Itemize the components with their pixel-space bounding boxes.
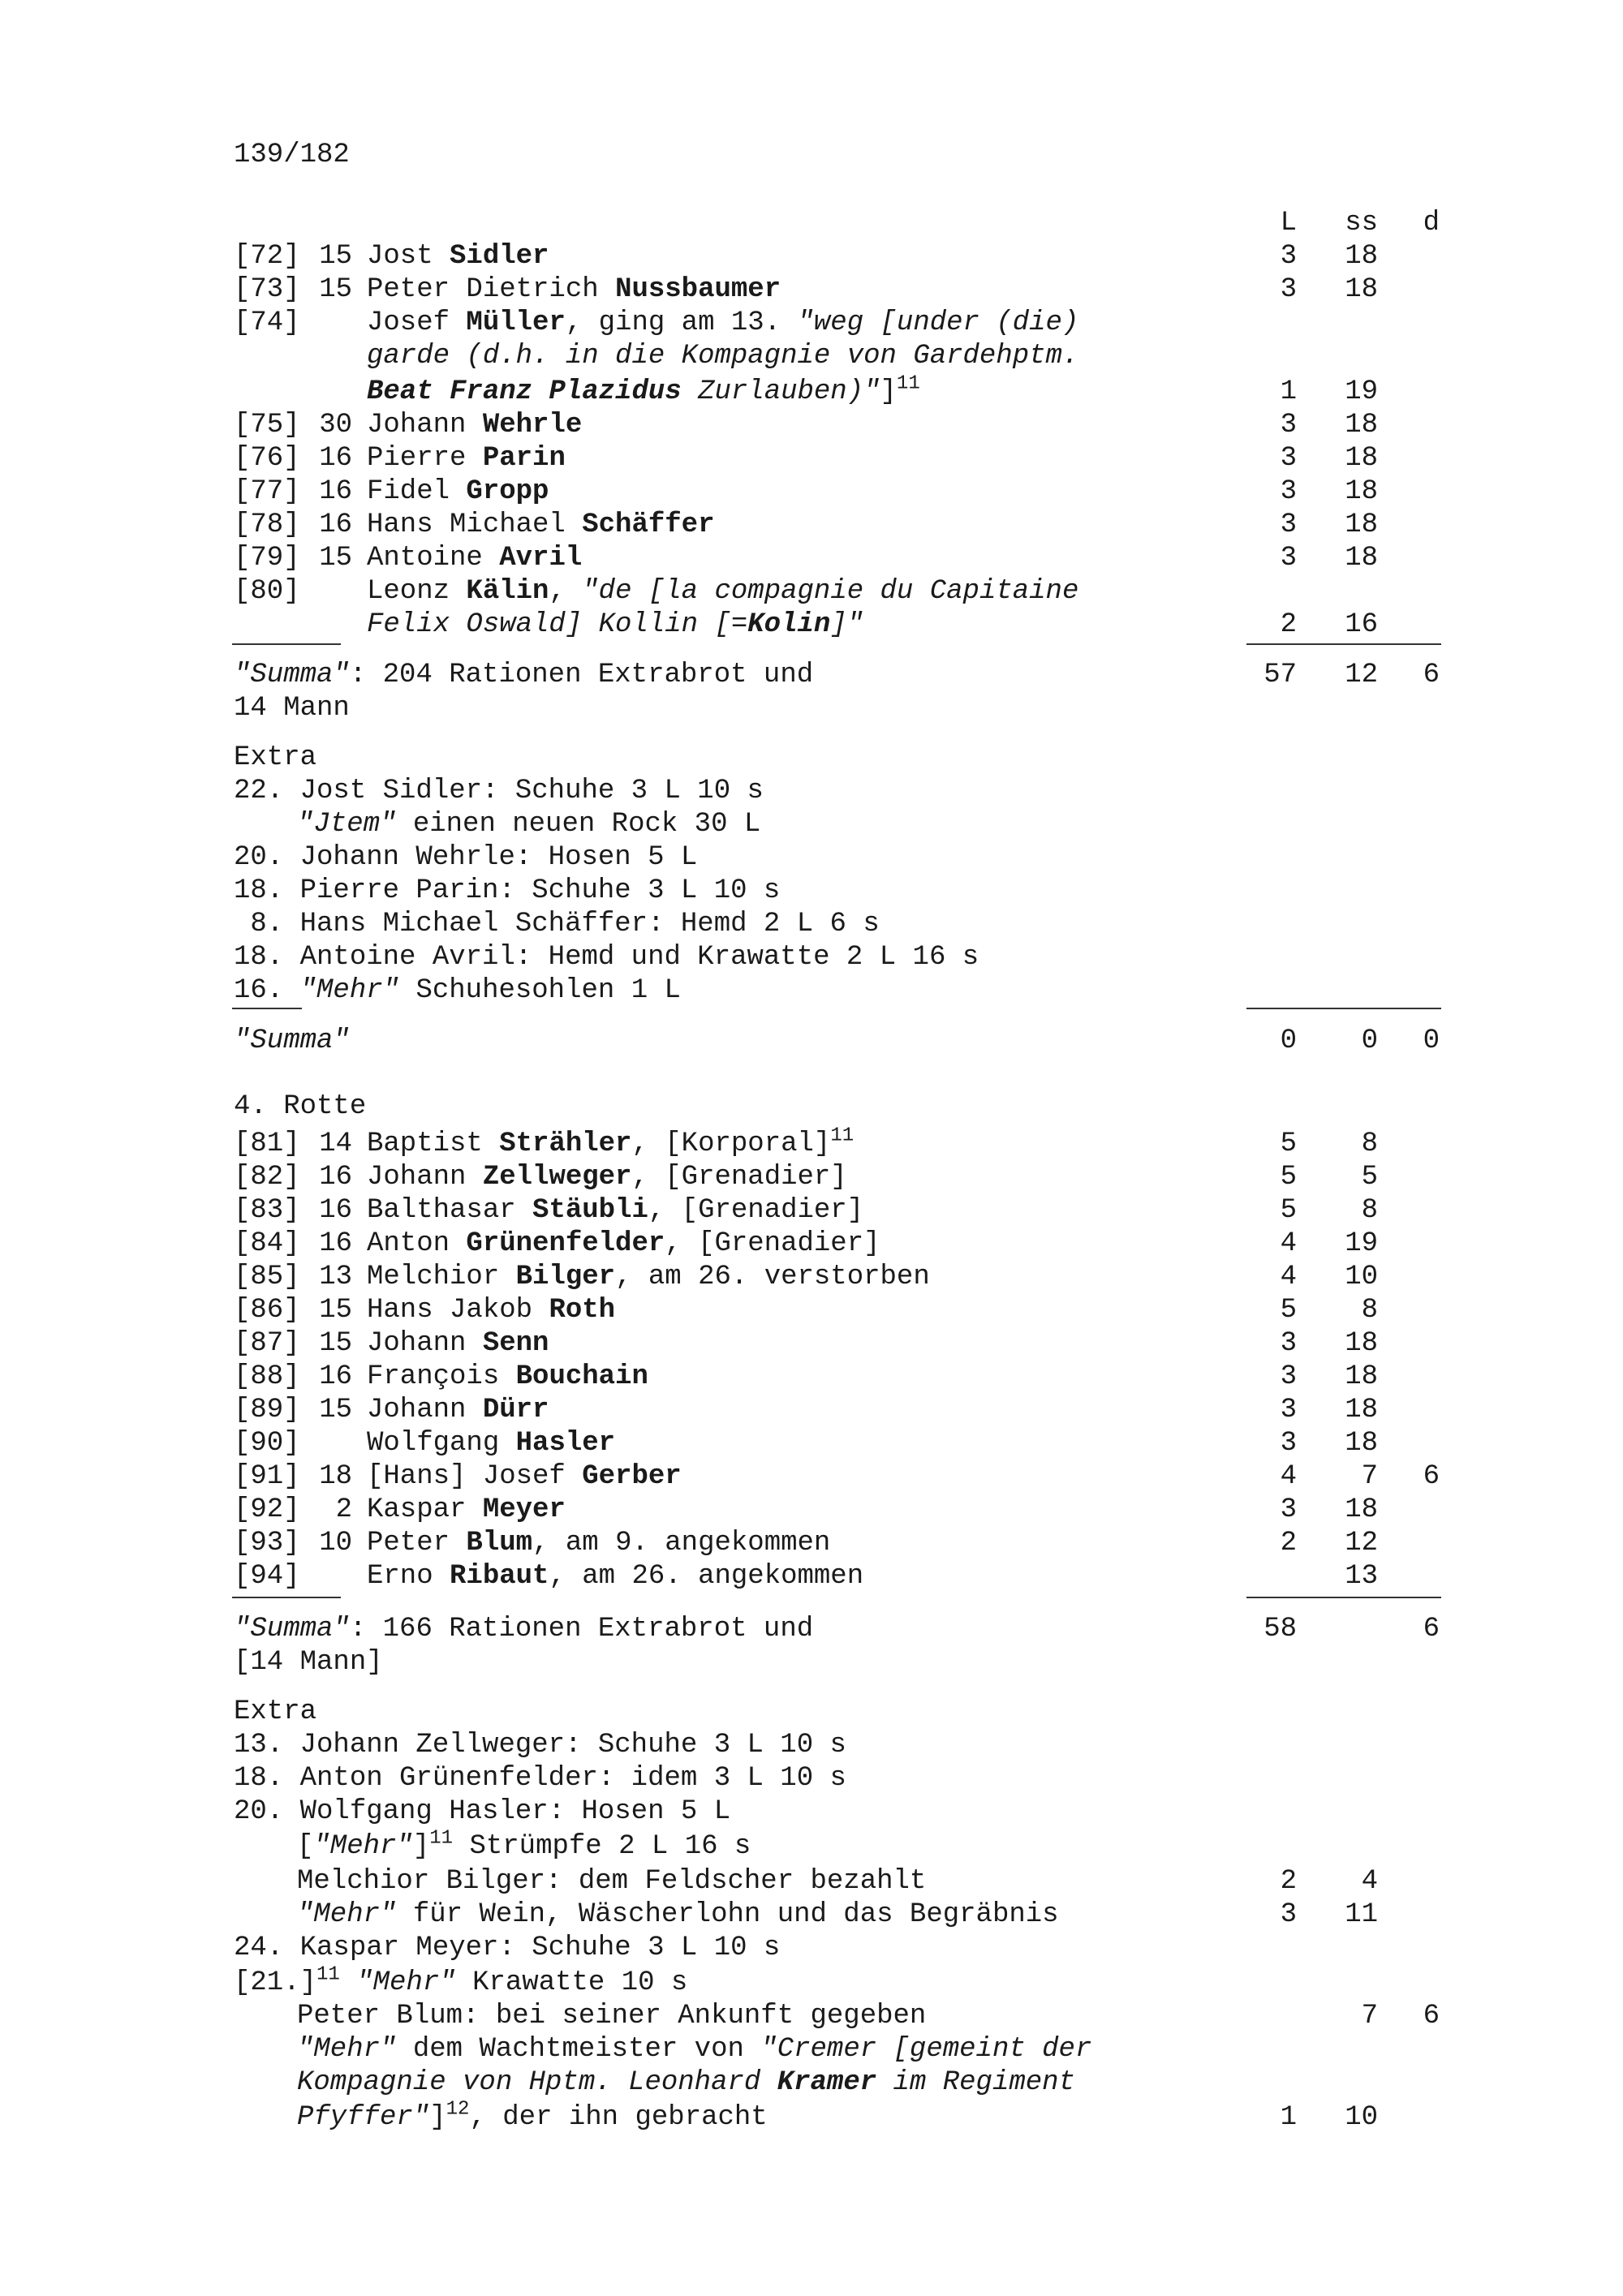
- summa-row: "Summa": 166 Rationen Extrabrot und 58 6: [234, 1614, 1440, 1645]
- extra-title: Extra: [234, 1696, 317, 1727]
- list-item: [0, 1526, 1623, 1560]
- entry-s: 18: [1345, 543, 1378, 574]
- entry-rank: [88]: [234, 1361, 300, 1392]
- entry-name: Fidel Gropp: [367, 476, 549, 507]
- entry-note-line: Felix Oswald] Kollin [=Kolin]" 2 16: [367, 609, 1378, 640]
- entry-L: 3: [1280, 274, 1297, 305]
- entry-L: 3: [1280, 1361, 1297, 1392]
- list-item: [0, 475, 1623, 509]
- entry-s: 18: [1345, 1428, 1378, 1459]
- entry-number: 15: [319, 1295, 352, 1326]
- extra-item: 22. Jost Sidler: Schuhe 3 L 10 s: [234, 776, 764, 806]
- summa-s: 12: [1345, 660, 1378, 690]
- entry-number: 13: [319, 1262, 352, 1292]
- entry-s: 18: [1345, 476, 1378, 507]
- list-item: [0, 441, 1623, 475]
- divider: [232, 1008, 302, 1009]
- entry-L: 3: [1280, 476, 1297, 507]
- divider: [1246, 1597, 1441, 1598]
- entry-number: 16: [319, 1195, 352, 1226]
- entry-number: 16: [319, 1228, 352, 1259]
- list-item: [0, 1124, 1623, 1161]
- entry-name: Wolfgang Hasler: [367, 1428, 616, 1459]
- entry-number: 18: [319, 1461, 352, 1492]
- section-title: 4. Rotte: [234, 1091, 367, 1122]
- list-item: [0, 1393, 1623, 1427]
- entry-L: 3: [1280, 1428, 1297, 1459]
- entry-L: 2: [1280, 1866, 1297, 1897]
- entry-name: Antoine Avril: [367, 543, 583, 574]
- entry-rank: [73]: [234, 274, 300, 305]
- extra-item: "Mehr" dem Wachtmeister von "Cremer [gemeint der: [297, 2034, 1092, 2065]
- summa-d: 6: [1423, 1614, 1440, 1645]
- extra-item: 18. Anton Grünenfelder: idem 3 L 10 s: [234, 1763, 846, 1794]
- entry-rank: [91]: [234, 1461, 300, 1492]
- divider: [232, 643, 341, 645]
- summa-s: 0: [1361, 1025, 1378, 1056]
- entry-s: 8: [1361, 1195, 1378, 1226]
- summa-row: "Summa" 0 0 0: [234, 1025, 1440, 1056]
- entry-rank: [93]: [234, 1528, 300, 1559]
- entry-name: [Hans] Josef Gerber: [367, 1461, 682, 1492]
- entry-rank: [87]: [234, 1328, 300, 1359]
- entry-name: Kaspar Meyer: [367, 1494, 566, 1525]
- entry-s: 4: [1361, 1866, 1378, 1897]
- entry-name: Baptist Strähler, [Korporal]$^{11}$: [367, 1124, 855, 1159]
- entry-d: 6: [1423, 1461, 1440, 1492]
- extra-item: 13. Johann Zellweger: Schuhe 3 L 10 s: [234, 1730, 846, 1761]
- divider: [232, 1597, 341, 1598]
- entry-rank: [83]: [234, 1195, 300, 1226]
- list-item: [0, 1293, 1623, 1327]
- entry-L: 3: [1280, 1328, 1297, 1359]
- summa-row-line2: [14 Mann]: [234, 1647, 383, 1678]
- entry-L: 3: [1280, 510, 1297, 540]
- list-item: [0, 1160, 1623, 1194]
- col-header-s: ss: [1345, 208, 1378, 239]
- entry-name: Anton Grünenfelder, [Grenadier]: [367, 1228, 880, 1259]
- entry-s: 7: [1361, 1461, 1378, 1492]
- extra-item: 16. "Mehr" Schuhesohlen 1 L: [234, 975, 681, 1006]
- extra-item: Kompagnie von Hptm. Leonhard Kramer im Regiment: [297, 2067, 1075, 2098]
- entry-s: 12: [1345, 1528, 1378, 1559]
- list-item: [0, 1460, 1623, 1494]
- entry-L: 3: [1280, 1899, 1297, 1930]
- list-item: [0, 541, 1623, 575]
- entry-name: Hans Michael Schäffer: [367, 510, 715, 540]
- extra-item: 20. Johann Wehrle: Hosen 5 L: [234, 842, 698, 873]
- entry-number: 30: [319, 410, 352, 441]
- entry-number: 15: [319, 241, 352, 272]
- entry-number: 15: [319, 543, 352, 574]
- list-item: [0, 306, 1623, 340]
- page-number: 139/182: [234, 140, 350, 170]
- entry-rank: [79]: [234, 543, 300, 574]
- entry-s: 18: [1345, 274, 1378, 305]
- entry-name: Pierre Parin: [367, 443, 566, 474]
- entry-d: 6: [1423, 2001, 1440, 2032]
- col-header-L: L: [1280, 208, 1297, 239]
- summa-L: 0: [1280, 1025, 1297, 1056]
- summa-d: 0: [1423, 1025, 1440, 1056]
- entry-L: 5: [1280, 1295, 1297, 1326]
- entry-number: 15: [319, 274, 352, 305]
- entry-name: Johann Dürr: [367, 1395, 549, 1425]
- entry-s: 7: [1361, 2001, 1378, 2032]
- extra-item: 20. Wolfgang Hasler: Hosen 5 L: [234, 1796, 731, 1827]
- extra-item: 24. Kaspar Meyer: Schuhe 3 L 10 s: [234, 1933, 781, 1963]
- entry-rank: [77]: [234, 476, 300, 507]
- list-item: [0, 1559, 1623, 1593]
- entry-s: 18: [1345, 410, 1378, 441]
- entry-L: 3: [1280, 1395, 1297, 1425]
- entry-number: 2: [335, 1494, 352, 1525]
- list-item: [0, 239, 1623, 273]
- entry-s: 18: [1345, 1494, 1378, 1525]
- entry-s: 16: [1345, 609, 1378, 640]
- entry-L: 3: [1280, 443, 1297, 474]
- entry-name: Peter Blum, am 9. angekommen: [367, 1528, 831, 1559]
- entry-name: Hans Jakob Roth: [367, 1295, 616, 1326]
- entry-rank: [94]: [234, 1561, 300, 1592]
- extra-item: ["Mehr"]$^{11}$ Strümpfe 2 L 16 s: [297, 1827, 751, 1862]
- extra-item: 8. Hans Michael Schäffer: Hemd 2 L 6 s: [234, 909, 880, 939]
- entry-number: 16: [319, 443, 352, 474]
- entry-L: 3: [1280, 241, 1297, 272]
- entry-L: 2: [1280, 609, 1297, 640]
- entry-number: 16: [319, 1162, 352, 1193]
- entry-rank: [84]: [234, 1228, 300, 1259]
- entry-s: 8: [1361, 1295, 1378, 1326]
- entry-s: 18: [1345, 510, 1378, 540]
- entry-rank: [78]: [234, 510, 300, 540]
- extra-item: 18. Pierre Parin: Schuhe 3 L 10 s: [234, 875, 781, 906]
- entry-rank: [85]: [234, 1262, 300, 1292]
- col-header-d: d: [1423, 208, 1440, 239]
- entry-s: 18: [1345, 1328, 1378, 1359]
- entry-s: 8: [1361, 1129, 1378, 1159]
- entry-name: Jost Sidler: [367, 241, 549, 272]
- entry-note-line: Beat Franz Plazidus Zurlauben)"]$^{11}$ 1 19: [367, 372, 1378, 407]
- entry-L: 4: [1280, 1228, 1297, 1259]
- extra-item: Melchior Bilger: dem Feldscher bezahlt 2 4: [297, 1866, 1378, 1897]
- entry-name: Josef Müller, ging am 13. "weg [under (die): [367, 307, 1079, 338]
- entry-s: 18: [1345, 1395, 1378, 1425]
- entry-s: 18: [1345, 241, 1378, 272]
- list-item: [0, 1426, 1623, 1460]
- list-item: [0, 1493, 1623, 1527]
- entry-s: 10: [1345, 1262, 1378, 1292]
- extra-item: "Jtem" einen neuen Rock 30 L: [297, 809, 761, 840]
- entry-name: Johann Zellweger, [Grenadier]: [367, 1162, 847, 1193]
- summa-row: "Summa": 204 Rationen Extrabrot und 57 12 6: [234, 660, 1440, 690]
- list-item: [0, 1360, 1623, 1394]
- extra-title: Extra: [234, 742, 317, 773]
- entry-name: Johann Wehrle: [367, 410, 583, 441]
- entry-number: 16: [319, 510, 352, 540]
- entry-L: 2: [1280, 1528, 1297, 1559]
- entry-s: 19: [1345, 376, 1378, 407]
- entry-rank: [80]: [234, 576, 300, 607]
- entry-L: 3: [1280, 410, 1297, 441]
- entry-L: 3: [1280, 543, 1297, 574]
- entry-L: 1: [1280, 376, 1297, 407]
- entry-rank: [86]: [234, 1295, 300, 1326]
- entry-L: 5: [1280, 1162, 1297, 1193]
- entry-L: 4: [1280, 1262, 1297, 1292]
- divider: [1246, 643, 1441, 645]
- list-item: [0, 273, 1623, 307]
- entry-number: 10: [319, 1528, 352, 1559]
- entry-s: 19: [1345, 1228, 1378, 1259]
- entry-L: 5: [1280, 1129, 1297, 1159]
- entry-rank: [72]: [234, 241, 300, 272]
- entry-rank: [82]: [234, 1162, 300, 1193]
- summa-L: 58: [1264, 1614, 1297, 1645]
- entry-name: François Bouchain: [367, 1361, 648, 1392]
- extra-item: Peter Blum: bei seiner Ankunft gegeben 7 6: [297, 2001, 1440, 2032]
- entry-rank: [81]: [234, 1129, 300, 1159]
- entry-note-line: garde (d.h. in die Kompagnie von Gardehptm.: [367, 341, 1079, 372]
- entry-name: Balthasar Stäubli, [Grenadier]: [367, 1195, 864, 1226]
- extra-item: Pfyffer"]$^{12}$, der ihn gebracht 1 10: [297, 2098, 1378, 2133]
- entry-number: 15: [319, 1328, 352, 1359]
- entry-name: Johann Senn: [367, 1328, 549, 1359]
- entry-name: Leonz Kälin, "de [la compagnie du Capitaine: [367, 576, 1079, 607]
- divider: [1246, 1008, 1441, 1009]
- summa-row-line2: 14 Mann: [234, 693, 350, 724]
- entry-rank: [74]: [234, 307, 300, 338]
- entry-rank: [92]: [234, 1494, 300, 1525]
- entry-rank: [76]: [234, 443, 300, 474]
- summa-L: 57: [1264, 660, 1297, 690]
- entry-number: 16: [319, 1361, 352, 1392]
- entry-s: 11: [1345, 1899, 1378, 1930]
- entry-L: 5: [1280, 1195, 1297, 1226]
- list-item: [0, 1227, 1623, 1261]
- entry-name: Erno Ribaut, am 26. angekommen: [367, 1561, 864, 1592]
- entry-name: Melchior Bilger, am 26. verstorben: [367, 1262, 930, 1292]
- entry-L: 1: [1280, 2102, 1297, 2133]
- entry-rank: [75]: [234, 410, 300, 441]
- column-header: [0, 206, 1623, 240]
- list-item: [0, 574, 1623, 608]
- list-item: [0, 408, 1623, 442]
- summa-d: 6: [1423, 660, 1440, 690]
- extra-item: "Mehr" für Wein, Wäscherlohn und das Begräbnis 3 11: [297, 1899, 1378, 1930]
- extra-item: 18. Antoine Avril: Hemd und Krawatte 2 L 16 s: [234, 942, 979, 973]
- entry-name: Peter Dietrich Nussbaumer: [367, 274, 781, 305]
- list-item: [0, 1193, 1623, 1228]
- entry-L: 4: [1280, 1461, 1297, 1492]
- list-item: [0, 508, 1623, 542]
- entry-rank: [89]: [234, 1395, 300, 1425]
- entry-rank: [90]: [234, 1428, 300, 1459]
- entry-s: 5: [1361, 1162, 1378, 1193]
- entry-s: 18: [1345, 443, 1378, 474]
- list-item: [0, 1326, 1623, 1361]
- list-item: [0, 1260, 1623, 1294]
- entry-s: 18: [1345, 1361, 1378, 1392]
- entry-number: 16: [319, 476, 352, 507]
- entry-s: 10: [1345, 2102, 1378, 2133]
- entry-L: 3: [1280, 1494, 1297, 1525]
- entry-number: 14: [319, 1129, 352, 1159]
- extra-item: $[21.]^{11}$ "Mehr" Krawatte 10 s: [234, 1963, 688, 1998]
- entry-s: 13: [1345, 1561, 1378, 1592]
- entry-number: 15: [319, 1395, 352, 1425]
